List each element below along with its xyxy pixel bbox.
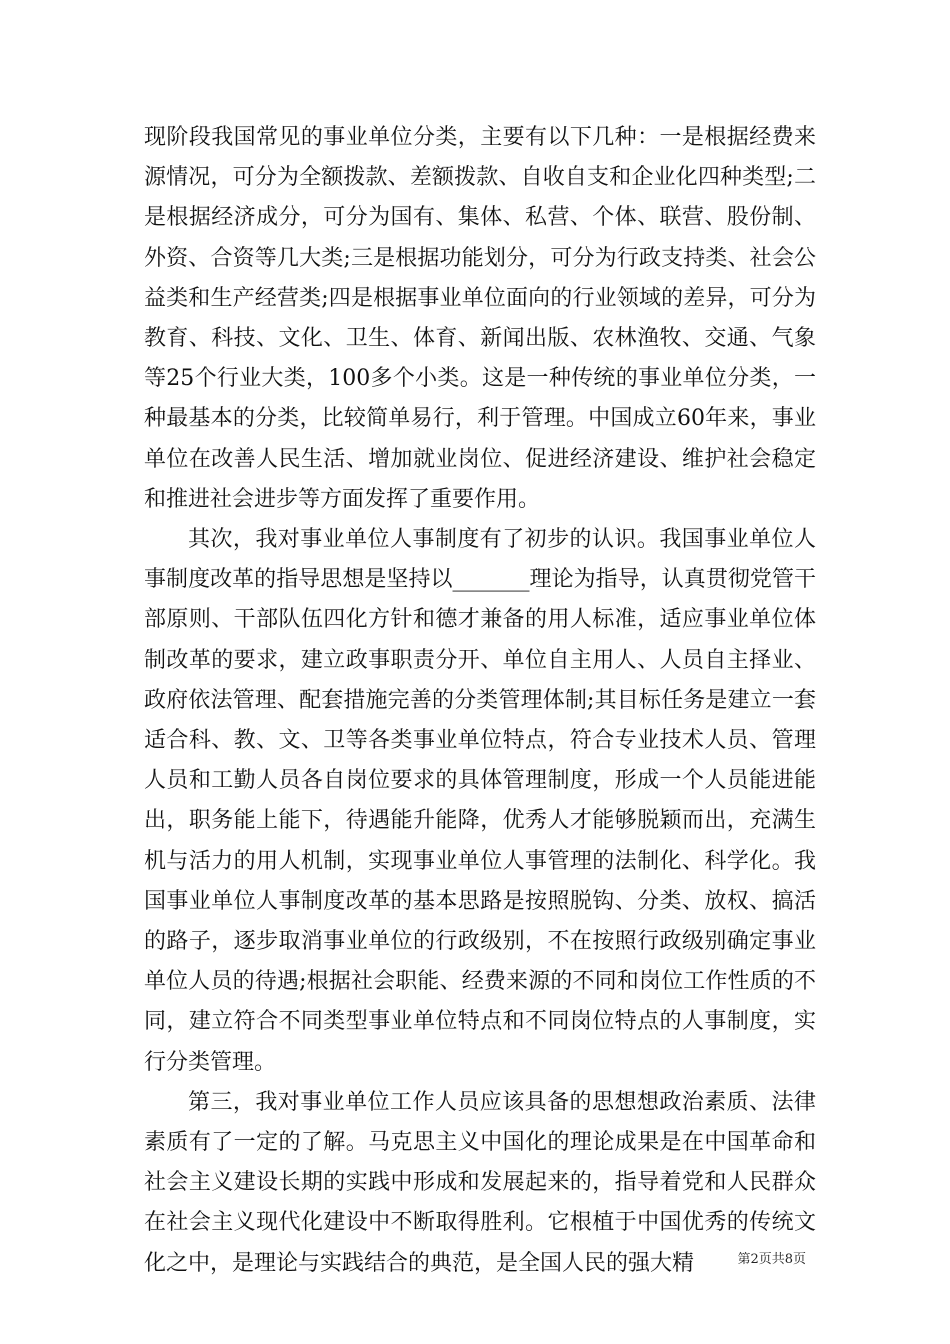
paragraph-political-quality: 第三，我对事业单位工作人员应该具备的思想想政治素质、法律素质有了一定的了解。马克思主义中国化的理论成果是在中国革命和社会主义建设长期的实践中形成和发展起来的，指导着党和人民群众在社会主义现代化建设中不断取得胜利。它根植于中国优秀的传统文化之中，是理论与实践结合的典范，是全国人民的强大精 (144, 1089, 816, 1276)
paragraph-classification: 现阶段我国常见的事业单位分类，主要有以下几种：一是根据经费来源情况，可分为全额拨款、差额拨款、自收自支和企业化四种类型;二是根据经济成分，可分为国有、集体、私营、个体、联营、股份制、外资、合资等几大类;三是根据功能划分，可分为行政支持类、社会公益类和生产经营类;四是根据事业单位面向的行业领域的差异，可分为教育、科技、文化、卫生、体育、新闻出版、农林渔牧、交通、气象等25个行业大类，100多个小类。这是一种传统的事业单位分类，一种最基本的分类，比较简单易行，利于管理。中国成立60年来，事业单位在改善人民生活、增加就业岗位、促进经济建设、维护社会稳定和推进社会进步等方面发挥了重要作用。 (144, 125, 816, 512)
document-body (144, 118, 816, 1284)
page-number-footer: 第2页共8页 (737, 1252, 806, 1267)
paragraph-personnel-system: 其次，我对事业单位人事制度有了初步的认识。我国事业单位人事制度改革的指导思想是坚持以_______理论为指导，认真贯彻党管干部原则、干部队伍四化方针和德才兼备的用人标准，适应事业单位体制改革的要求，建立政事职责分开、单位自主用人、人员自主择业、政府依法管理、配套措施完善的分类管理体制;其目标任务是建立一套适合科、教、文、卫等各类事业单位特点，符合专业技术人员、管理人员和工勤人员各自岗位要求的具体管理制度，形成一个人员能进能出，职务能上能下，待遇能升能降，优秀人才能够脱颖而出，充满生机与活力的用人机制，实现事业单位人事管理的法制化、科学化。我国事业单位人事制度改革的基本思路是按照脱钩、分类、放权、搞活的路子，逐步取消事业单位的行政级别，不在按照行政级别确定事业单位人员的待遇;根据社会职能、经费来源的不同和岗位工作性质的不同，建立符合不同类型事业单位特点和不同岗位特点的人事制度，实行分类管理。 (144, 527, 816, 1075)
